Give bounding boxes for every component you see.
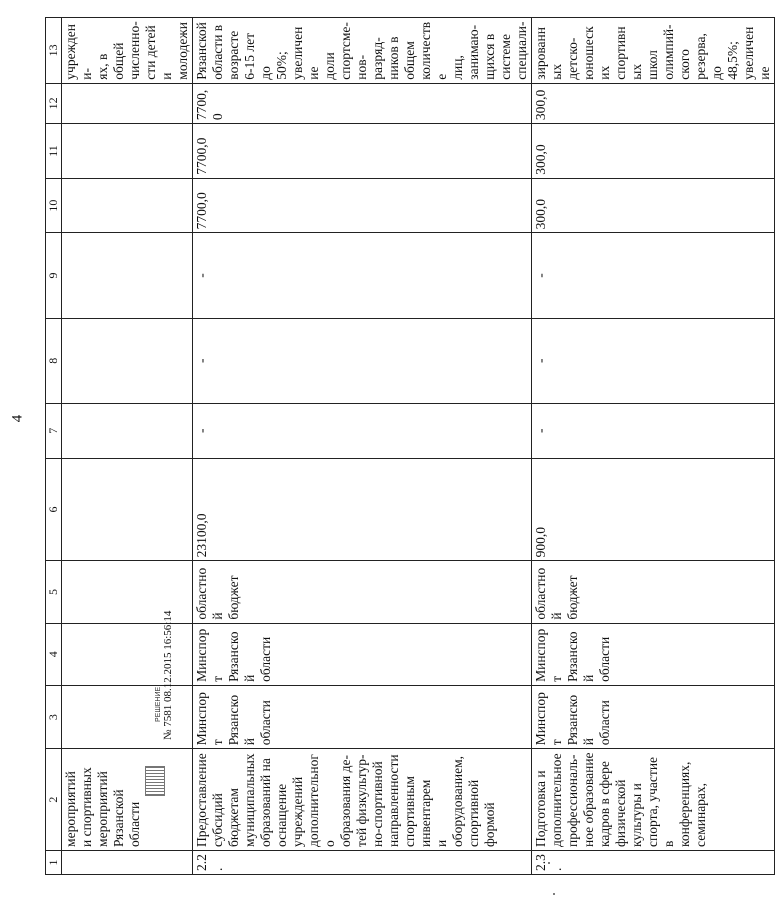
cell-num [62,850,193,874]
col-number-4: 4 [46,623,62,685]
cell-source: областной бюджет [193,561,532,623]
cell-year-6 [62,83,193,123]
scan-speck [548,862,550,864]
cell-year-3: - [532,233,775,318]
cell-year-1: - [532,403,775,458]
program-table [45,17,775,875]
stamp-label: РЕШЕНИЕ [155,686,162,722]
col-number-11: 11 [46,124,62,179]
cell-activity-name: мероприятий и спортивных мероприятий Рязанской области [62,749,193,851]
scan-speck [553,893,555,895]
col-number-9: 9 [46,233,62,318]
cell-year-2 [62,318,193,403]
table-row-continuation [62,18,193,875]
col-number-13: 13 [46,18,62,84]
col-number-10: 10 [46,178,62,233]
cell-num: 2.3. [532,850,775,874]
col-number-3: 3 [46,685,62,748]
cell-num: 2.2. [193,850,532,874]
cell-source: областной бюджет [532,561,775,623]
column-number-row [46,18,62,875]
table-row-2-3 [532,18,775,875]
cell-year-5: 300,0 [532,124,775,179]
col-number-7: 7 [46,403,62,458]
cell-executor: Минспорт Рязанской области [193,685,532,748]
barcode-stamp-icon [145,766,165,796]
cell-result: зированных детско- юношеских спортивных школ олимпий- ского резерва, до 48,5%; увеличение [532,18,775,84]
cell-activity-name: Предоставление субсидий бюджетам муниципальных образований на оснащение учреждений дополнительного образования де- тей физкультур- но-спортивной направленности спортивным инвентарем и оборудованием, спортивной формой [193,749,532,851]
cell-year-4: 7700,0 [193,178,532,233]
cell-year-5: 7700,0 [193,124,532,179]
cell-total: 23100,0 [193,458,532,561]
cell-result: Рязанской области в возрасте 6-15 лет до 50%; увеличение доли спортсме- нов-разряд- ников в общем количестве лиц, занимаю- щихся в системе специали- [193,18,532,84]
registration-stamp: № 7581 08.12.2015 16:56:14 [162,610,174,740]
cell-total: 900,0 [532,458,775,561]
cell-year-2: - [532,318,775,403]
cell-year-2: - [193,318,532,403]
cell-year-6: 300,0 [532,83,775,123]
program-table-wrapper [45,17,772,875]
cell-year-4 [62,178,193,233]
cell-year-1: - [193,403,532,458]
col-number-12: 12 [46,83,62,123]
cell-year-3: - [193,233,532,318]
cell-manager: Минспорт Рязанской области [193,623,532,685]
col-number-5: 5 [46,561,62,623]
cell-executor: Минспорт Рязанской области [532,685,775,748]
cell-year-4: 300,0 [532,178,775,233]
col-number-6: 6 [46,458,62,561]
col-number-8: 8 [46,318,62,403]
cell-manager: Минспорт Рязанской области [532,623,775,685]
cell-year-5 [62,124,193,179]
cell-year-1 [62,403,193,458]
cell-total [62,458,193,561]
col-number-1: 1 [46,850,62,874]
cell-year-3 [62,233,193,318]
col-number-2: 2 [46,749,62,851]
cell-activity-name: Подготовка и дополнительное профессиональ- ное образование кадров в сфере физической культуры и спорта, участие в конференциях, семинарах, [532,749,775,851]
page-number: 4 [9,414,26,423]
cell-year-6: 7700,0 [193,83,532,123]
cell-result: учреждени- ях, в общей численно- сти детей и молодежи [62,18,193,84]
table-row-2-2 [193,18,532,875]
